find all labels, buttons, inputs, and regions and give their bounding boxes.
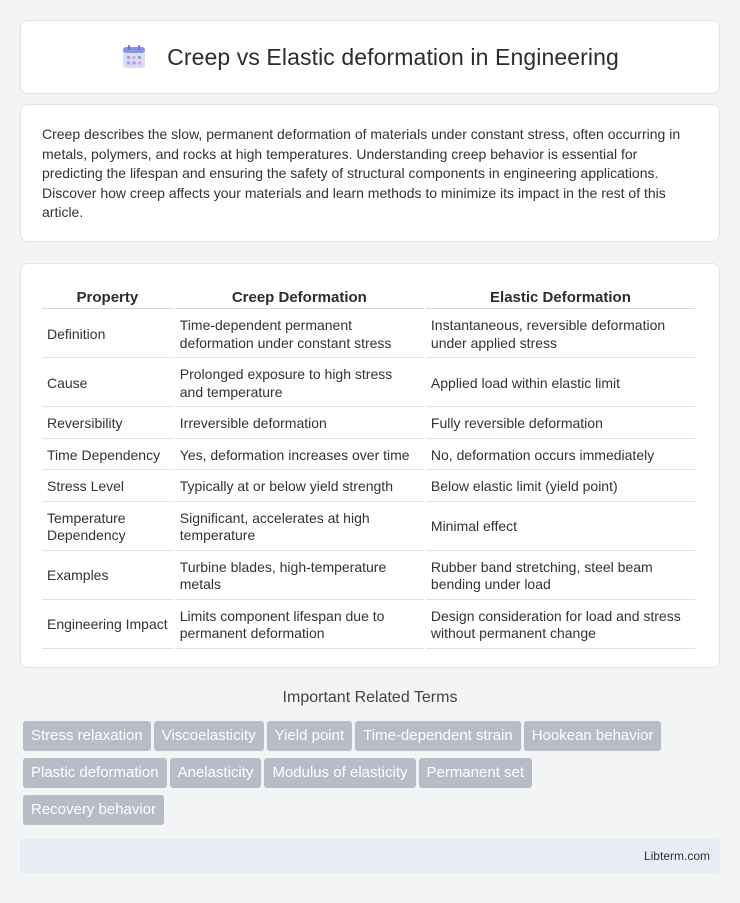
- page-title: Creep vs Elastic deformation in Engineering: [167, 43, 619, 70]
- table-cell: Time Dependency: [42, 441, 173, 471]
- header-card: [20, 20, 720, 94]
- table-cell: Below elastic limit (yield point): [426, 472, 695, 502]
- table-row: [42, 409, 695, 439]
- header-elastic: Elastic Deformation: [426, 286, 695, 309]
- term-tag[interactable]: Hookean behavior: [524, 721, 662, 751]
- table-cell: Typically at or below yield strength: [175, 472, 424, 502]
- footer: [20, 839, 720, 873]
- footer-brand-link[interactable]: Libterm.com: [643, 849, 710, 863]
- table-cell: Definition: [42, 311, 173, 358]
- term-tag[interactable]: Yield point: [267, 721, 353, 751]
- table-cell: Yes, deformation increases over time: [175, 441, 424, 471]
- table-row: [42, 553, 695, 600]
- table-cell: Limits component lifespan due to permanent deformation: [175, 602, 424, 649]
- comparison-table-card: [20, 263, 720, 668]
- header-property: Property: [42, 286, 173, 309]
- term-tag[interactable]: Recovery behavior: [23, 795, 164, 825]
- table-row: [42, 311, 695, 358]
- term-tag[interactable]: Modulus of elasticity: [264, 758, 415, 788]
- table-row: [42, 504, 695, 551]
- table-cell: Irreversible deformation: [175, 409, 424, 439]
- term-tag[interactable]: Anelasticity: [170, 758, 262, 788]
- related-terms-list: [23, 721, 723, 832]
- intro-card: [20, 104, 720, 242]
- table-cell: Temperature Dependency: [42, 504, 173, 551]
- table-row: [42, 602, 695, 649]
- table-cell: Examples: [42, 553, 173, 600]
- term-tag[interactable]: Stress relaxation: [23, 721, 151, 751]
- term-tag[interactable]: Permanent set: [419, 758, 533, 788]
- table-cell: Fully reversible deformation: [426, 409, 695, 439]
- calendar-icon: [121, 44, 147, 70]
- table-row: [42, 441, 695, 471]
- table-row: [42, 360, 695, 407]
- related-terms-title: Important Related Terms: [282, 689, 458, 706]
- term-tag[interactable]: Time-dependent strain: [355, 721, 521, 751]
- table-cell: Rubber band stretching, steel beam bending under load: [426, 553, 695, 600]
- table-cell: Turbine blades, high-temperature metals: [175, 553, 424, 600]
- table-cell: Design consideration for load and stress without permanent change: [426, 602, 695, 649]
- table-cell: Prolonged exposure to high stress and temperature: [175, 360, 424, 407]
- header-creep: Creep Deformation: [175, 286, 424, 309]
- table-cell: Significant, accelerates at high temperature: [175, 504, 424, 551]
- table-cell: Minimal effect: [426, 504, 695, 551]
- table-cell: Engineering Impact: [42, 602, 173, 649]
- table-cell: Time-dependent permanent deformation under constant stress: [175, 311, 424, 358]
- intro-text: Creep describes the slow, permanent deformation of materials under constant stress, often occurring in metals, polymers, and rocks at high temperatures. Understanding creep behavior is essential for predicting the lifespan and ensuring the safety of structural components in engineering applications. Discover how creep affects your materials and learn methods to minimize its impact in the rest of this article.: [42, 126, 681, 221]
- table-cell: Reversibility: [42, 409, 173, 439]
- comparison-table: [40, 284, 697, 651]
- table-row: [42, 472, 695, 502]
- table-cell: Instantaneous, reversible deformation under applied stress: [426, 311, 695, 358]
- table-cell: Applied load within elastic limit: [426, 360, 695, 407]
- term-tag[interactable]: Viscoelasticity: [154, 721, 264, 751]
- table-cell: Cause: [42, 360, 173, 407]
- term-tag[interactable]: Plastic deformation: [23, 758, 167, 788]
- table-cell: No, deformation occurs immediately: [426, 441, 695, 471]
- table-cell: Stress Level: [42, 472, 173, 502]
- table-header-row: [42, 286, 695, 309]
